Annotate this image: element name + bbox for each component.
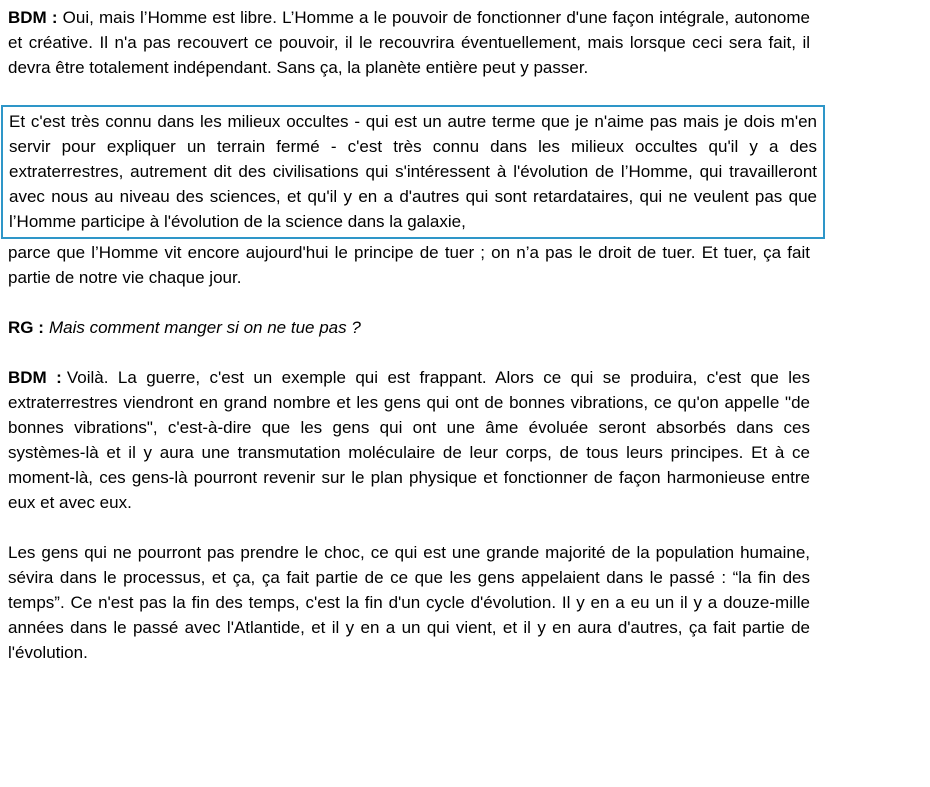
paragraph-continuation <box>8 240 810 290</box>
paragraph-bdm-3 <box>8 540 810 665</box>
speaker-label-bdm: BDM : <box>8 8 58 27</box>
paragraph-highlighted <box>9 109 817 234</box>
paragraph-text: Et c'est très connu dans les milieux occultes - qui est un autre terme que je n'aime pas mais je dois m'en servir pour expliquer un terrain fermé - c'est très connu dans les milieux occultes qu'il y a des extraterrestres, autrement dit des civilisations qui s'intéressent à l'évolution de l’Homme, qui travailleront avec nous au niveau des sciences, et qu'il y en a d'autres qui sont retardataires, qui ne veulent pas que l’Homme participe à l'évolution de la science dans la galaxie, <box>9 112 817 231</box>
paragraph-text: parce que l’Homme vit encore aujourd'hui le principe de tuer ; on n’a pas le droit de tuer. Et tuer, ça fait partie de notre vie chaque jour. <box>8 243 810 287</box>
paragraph-text: Oui, mais l’Homme est libre. L’Homme a le pouvoir de fonctionner d'une façon intégrale, autonome et créative. Il n'a pas recouvert ce pouvoir, il le recouvrira éventuellement, mais lorsque ceci sera fait, il devra être totalement indépendant. Sans ça, la planète entière peut y passer. <box>8 8 810 77</box>
speaker-label-bdm: BDM : <box>8 368 62 387</box>
paragraph-bdm-2 <box>8 365 810 515</box>
speaker-label-rg: RG : <box>8 318 44 337</box>
highlighted-passage-box <box>1 105 825 239</box>
paragraph-rg-question <box>8 315 810 340</box>
paragraph-bdm-1 <box>8 5 810 80</box>
paragraph-continuation-wrap <box>8 240 822 290</box>
paragraph-text: Voilà. La guerre, c'est un exemple qui est frappant. Alors ce qui se produira, c'est que les extraterrestres viendront en grand nombre et les gens qui ont de bonnes vibrations, ce qu'on appelle "de bonnes vibrations", c'est-à-dire que les gens qui ont une âme évoluée seront absorbés dans ces systèmes-là et il y aura une transmutation moléculaire de leur corps, de tous leurs principes. Et à ce moment-là, ces gens-là pourront revenir sur le plan physique et fonctionner de façon harmonieuse entre eux et avec eux. <box>8 368 810 512</box>
paragraph-text-italic: Mais comment manger si on ne tue pas ? <box>48 318 361 337</box>
paragraph-text: Les gens qui ne pourront pas prendre le choc, ce qui est une grande majorité de la population humaine, sévira dans le processus, et ça, ça fait partie de ce que les gens appelaient dans le passé : “la fin des temps”. Ce n'est pas la fin des temps, c'est la fin d'un cycle d'évolution. Il y en a eu un il y a douze-mille années dans le passé avec l'Atlantide, et il y en a un qui vient, et il y en aura d'autres, ça fait partie de l'évolution. <box>8 543 810 662</box>
